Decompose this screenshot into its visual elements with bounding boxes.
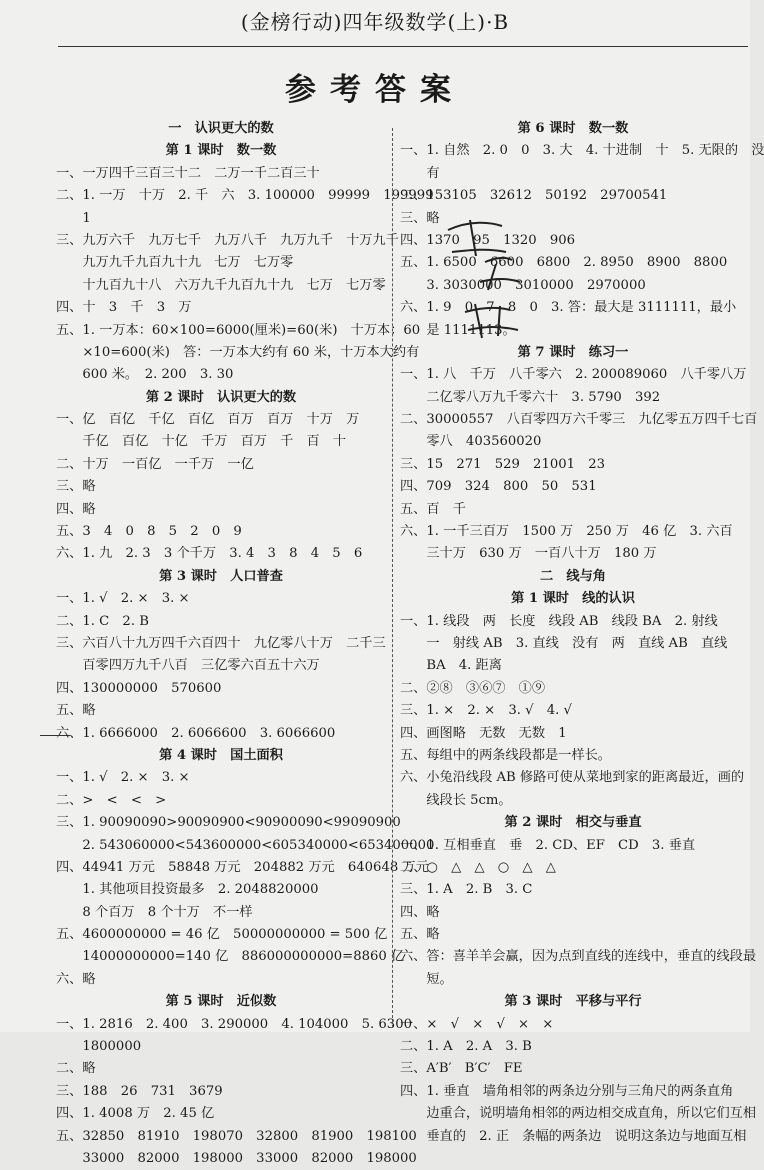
answer-line: 五、略 (56, 703, 96, 719)
answer-line: 九万九千九百九十九 七万 七万零 (56, 255, 294, 271)
answer-line: 垂直的 2. 正 条幅的两条边 说明这条边与地面互相 (400, 1128, 747, 1144)
answer-line: 三十万 630 万 一百八十万 180 万 (400, 546, 657, 562)
answer-line: 33000 82000 198000 33000 82000 198000 (56, 1150, 417, 1166)
answer-line: 一、× √ × √ × × (400, 1016, 554, 1032)
answer-line: 短。 (400, 971, 453, 987)
answer-line: 四、1370 95 1320 906 (400, 232, 576, 248)
answer-line: 二、153105 32612 50192 29700541 (400, 188, 668, 204)
handwriting-marks (440, 212, 550, 342)
answer-line: 二、○ △ △ ○ △ △ (400, 859, 556, 875)
answer-line: 五、3 4 0 8 5 2 0 9 (56, 524, 242, 540)
section-heading: 第 7 课时 练习一 (517, 344, 629, 360)
answer-line: 一、一万四千三百三十二 二万一千二百三十 (56, 165, 320, 181)
answer-line: 五、百 千 (400, 501, 466, 517)
answer-line: 三、略 (400, 210, 440, 226)
section-heading: 第 5 课时 近似数 (165, 994, 277, 1010)
answer-line: 四、44941 万元 58848 万元 204882 万元 640648 万元 (56, 859, 429, 875)
answer-line: 二、> < < > (56, 792, 167, 808)
answer-line: 1. 其他项目投资最多 2. 2048820000 (56, 882, 319, 898)
section-heading: 第 3 课时 平移与平行 (504, 994, 642, 1010)
answer-line: 四、130000000 570600 (56, 680, 222, 696)
answer-line: 五、略 (400, 927, 440, 943)
page-title: 参考答案 (285, 72, 465, 108)
answer-line: 一、1. √ 2. × 3. × (56, 591, 190, 607)
answer-line: 千亿 百亿 十亿 千万 百万 千 百 十 (56, 434, 347, 450)
answer-line: 四、十 3 千 3 万 (56, 300, 192, 316)
answer-line: 百零四万九千八百 三亿零六百五十六万 (56, 658, 320, 674)
answer-line: 六、略 (56, 971, 96, 987)
section-heading: 第 2 课时 认识更大的数 (145, 389, 297, 405)
answer-line: 14000000000=140 亿 886000000000=8860 亿 (56, 949, 405, 965)
answer-line: 二、1. A 2. A 3. B (400, 1039, 532, 1055)
answer-line: 四、略 (400, 904, 440, 920)
answer-line: 有 (400, 165, 440, 181)
answer-line: 三、1. 90090090>90090900<90900090<99090900 (56, 815, 401, 831)
answer-line: BA 4. 距离 (400, 658, 502, 674)
answer-line: 三、1. A 2. B 3. C (400, 882, 533, 898)
answer-line: 线段长 5cm。 (400, 792, 512, 808)
answer-line: 六、答：喜羊羊会赢，因为点到直线的连线中，垂直的线段最 (400, 949, 757, 965)
answer-line: 2. 543060000<543600000<605340000<653400000 (56, 837, 435, 853)
section-heading: 第 4 课时 国土面积 (159, 747, 283, 763)
section-heading: 二 线与角 (540, 568, 606, 584)
answer-line: 四、画图略 无数 无数 1 (400, 725, 567, 741)
section-heading: 第 2 课时 相交与垂直 (504, 815, 642, 831)
margin-mark (40, 735, 70, 736)
answer-line: 二、1. 一万 十万 2. 千 六 3. 100000 99999 199999 (56, 188, 434, 204)
answer-line: 一、1. 2816 2. 400 3. 290000 4. 104000 5. 6300 (56, 1016, 412, 1032)
column-divider (392, 128, 393, 1028)
answer-line: 六、1. 9 0 7 8 0 3. 答：最大是 3111111，最小 (400, 300, 737, 316)
answer-line: 十九百九十八 六万九千九百九十九 七万 七万零 (56, 277, 386, 293)
section-heading: 第 3 课时 人口普查 (159, 568, 283, 584)
answer-line: 二、1. C 2. B (56, 613, 149, 629)
answer-line: 三、1. × 2. × 3. √ 4. √ (400, 703, 572, 719)
answer-line: 二、②⑧ ③⑥⑦ ①⑨ (400, 680, 546, 696)
answer-line: 1 (56, 210, 91, 226)
answer-line: 600 米。 2. 200 3. 30 (56, 367, 234, 383)
answer-line: 一、亿 百亿 千亿 百亿 百万 百万 十万 万 (56, 412, 360, 428)
answer-line: 二、略 (56, 1061, 96, 1077)
answer-line: 是 1111113。 (400, 322, 516, 338)
section-heading: 第 1 课时 数一数 (165, 143, 277, 159)
section-heading: 第 1 课时 线的认识 (511, 591, 635, 607)
answer-line: 六、1. 一千三百万 1500 万 250 万 46 亿 3. 六百 (400, 524, 733, 540)
section-heading: 一 认识更大的数 (168, 121, 274, 136)
answer-line: 四、1. 4008 万 2. 45 亿 (56, 1106, 215, 1122)
answer-line: 一、1. √ 2. × 3. × (56, 770, 190, 786)
answer-line: 五、1. 一万本：60×100=6000(厘米)=60(米) 十万本：60 (56, 322, 421, 338)
answer-line: 六、1. 九 2. 3 3 个千万 3. 4 3 8 4 5 6 (56, 546, 363, 562)
answer-line: 四、709 324 800 50 531 (400, 479, 597, 495)
answer-line: 一 射线 AB 3. 直线 没有 两 直线 AB 直线 (400, 635, 728, 651)
answer-line: 一、1. 互相垂直 垂 2. CD、EF CD 3. 垂直 (400, 837, 696, 853)
answer-line: 边重合，说明墙角相邻的两边相交成直角，所以它们互相 (400, 1106, 757, 1122)
answer-line: 二、十万 一百亿 一千万 一亿 (56, 456, 254, 472)
answer-line: 六、小兔沿线段 AB 修路可使从菜地到家的距离最近，画的 (400, 770, 745, 786)
answer-line: 3. 3030000 3010000 2970000 (400, 277, 646, 293)
answer-line: 三、九万六千 九万七千 九万八千 九万九千 十万九千 (56, 232, 399, 248)
answer-line: 五、每组中的两条线段都是一样长。 (400, 747, 611, 763)
section-heading: 第 6 课时 数一数 (517, 121, 629, 136)
answer-line: 三、六百八十九万四千六百四十 九亿零八十万 二千三 (56, 635, 386, 651)
answer-line: 六、1. 6666000 2. 6066600 3. 6066600 (56, 725, 336, 741)
answer-line: 1800000 (56, 1039, 142, 1055)
answer-line: 二亿零八万九千零六十 3. 5790 392 (400, 389, 661, 405)
answer-line: 8 个百万 8 个十万 不一样 (56, 904, 253, 920)
answer-line: 三、15 271 529 21001 23 (400, 456, 605, 472)
answer-line: 三、略 (56, 479, 96, 495)
answer-line: 二、30000557 八百零四万六千零三 九亿零五万四千七百 (400, 412, 758, 428)
answer-line: 三、A′B′ B′C′ FE (400, 1061, 523, 1077)
answer-line: 三、188 26 731 3679 (56, 1083, 223, 1099)
header-rule (58, 46, 748, 47)
answer-line: 五、1. 6500 6600 6800 2. 8950 8900 8800 (400, 255, 728, 271)
answer-line: 一、1. 自然 2. 0 0 3. 大 4. 十进制 十 5. 无限的 没 (400, 143, 764, 159)
answer-line: 四、略 (56, 501, 96, 517)
header-title: (金榜行动)四年级数学(上)·B (240, 10, 510, 34)
answer-line: 五、4600000000 = 46 亿 50000000000 = 500 亿 (56, 927, 388, 943)
page-header (0, 0, 750, 44)
answer-line: 五、32850 81910 198070 32800 81900 198100 (56, 1128, 417, 1144)
answer-line: 一、1. 八 千万 八千零六 2. 200089060 八千零八万 (400, 367, 747, 383)
answer-line: ×10=600(米) 答：一万本大约有 60 米，十万本大约有 (56, 344, 420, 360)
answer-line: 一、1. 线段 两 长度 线段 AB 线段 BA 2. 射线 (400, 613, 718, 629)
answer-line: 零八 403560020 (400, 434, 542, 450)
answer-line: 四、1. 垂直 墙角相邻的两条边分别与三角尺的两条直角 (400, 1083, 734, 1099)
